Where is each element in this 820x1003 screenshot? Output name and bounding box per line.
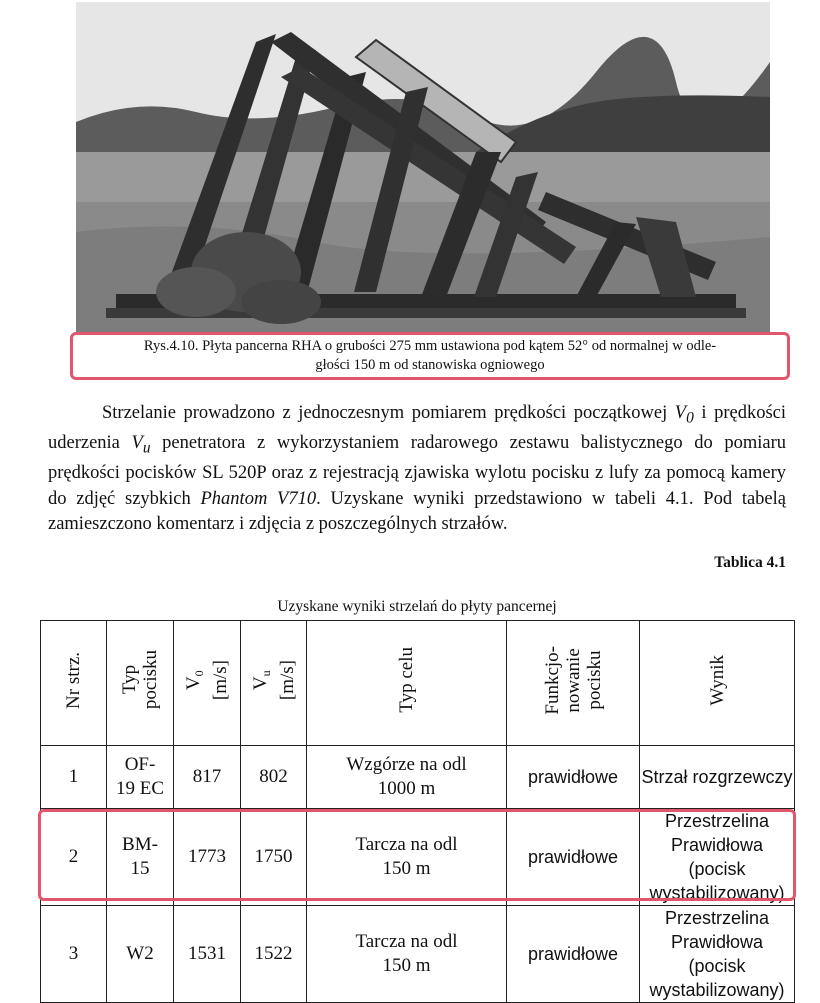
cell-v0: 1773 xyxy=(174,809,241,906)
results-table xyxy=(40,620,795,1003)
paragraph-text-3: penetratora z wykorzystaniem radarowego zestawu balistycznego do pomiaru prędkości pocisków SL 520P oraz z rejestracją zjawiska wylotu pocisku z lufy za pomocą kamery do zdjęć szybkich xyxy=(48,433,786,509)
cell-typ: BM- 15 xyxy=(107,809,174,906)
v0-symbol xyxy=(674,403,694,427)
header-wynik: Wynik xyxy=(640,621,795,746)
header-v0: $V_0$ [m/s] xyxy=(174,621,241,746)
cell-funk: prawidłowe xyxy=(507,809,640,906)
cell-typ: OF- 19 EC xyxy=(107,746,174,809)
vu-subscript: u xyxy=(142,439,151,457)
header-vu: $V_u$ [m/s] xyxy=(241,621,307,746)
table-header-row xyxy=(41,621,795,746)
cell-nr: 1 xyxy=(41,746,107,809)
body-paragraph xyxy=(48,401,786,538)
cell-vu: 802 xyxy=(241,746,307,809)
camera-name: Phantom V710 xyxy=(200,488,317,509)
cell-v0: 1531 xyxy=(174,906,241,1003)
cell-nr: 2 xyxy=(41,809,107,906)
cell-wynik: Przestrzelina Prawidłowa (pocisk wystabilizowany) xyxy=(640,906,795,1003)
cell-funk: prawidłowe xyxy=(507,906,640,1003)
armor-plate-photo xyxy=(76,2,770,335)
cell-vu: 1750 xyxy=(241,809,307,906)
v0-subscript: 0 xyxy=(686,409,694,427)
paragraph-text-4: . Uzyskane wyniki przedstawiono w tabeli 4.1. Pod tabelą zamieszczono komentarz i zdjęcia z poszczególnych strzałów. xyxy=(48,488,786,535)
cell-cel: Tarcza na odl 150 m xyxy=(307,809,507,906)
table-title: Uzyskane wyniki strzelań do płyty pancernej xyxy=(277,598,557,615)
paragraph-text-1: Strzelanie prowadzono z jednoczesnym pomiarem prędkości początkowej xyxy=(102,403,675,423)
header-typ: Typ pocisku xyxy=(107,621,174,746)
paragraph-text-2: i prędkości uderzenia xyxy=(48,403,786,454)
table-row xyxy=(41,746,795,809)
table-row xyxy=(41,809,795,906)
armor-plate-photo-drawing xyxy=(76,2,770,335)
cell-vu: 1522 xyxy=(241,906,307,1003)
cell-funk: prawidłowe xyxy=(507,746,640,809)
vu-symbol xyxy=(131,433,151,457)
vu-letter: V xyxy=(131,433,143,454)
figure-caption-line-2: głości 150 m od stanowiska ogniowego xyxy=(315,357,545,373)
figure-caption-line-1: Rys.4.10. Płyta pancerna RHA o grubości 275 mm ustawiona pod kątem 52° od normalnej w odle- xyxy=(143,338,717,354)
v0-letter: V xyxy=(674,403,687,423)
cell-v0: 817 xyxy=(174,746,241,809)
header-nr: Nr strz. xyxy=(41,621,107,746)
header-cel: Typ celu xyxy=(307,621,507,746)
cell-nr: 3 xyxy=(41,906,107,1003)
cell-typ: W2 xyxy=(107,906,174,1003)
header-funk: Funkcjo- nowanie pocisku xyxy=(507,621,640,746)
figure-caption xyxy=(70,332,790,380)
cell-wynik: Przestrzelina Prawidłowa (pocisk wystabilizowany) xyxy=(640,809,795,906)
cell-cel: Tarcza na odl 150 m xyxy=(307,906,507,1003)
table-row xyxy=(41,906,795,1003)
cell-cel: Wzgórze na odl 1000 m xyxy=(307,746,507,809)
table-label: Tablica 4.1 xyxy=(714,554,786,571)
cell-wynik: Strzał rozgrzewczy xyxy=(640,746,795,809)
